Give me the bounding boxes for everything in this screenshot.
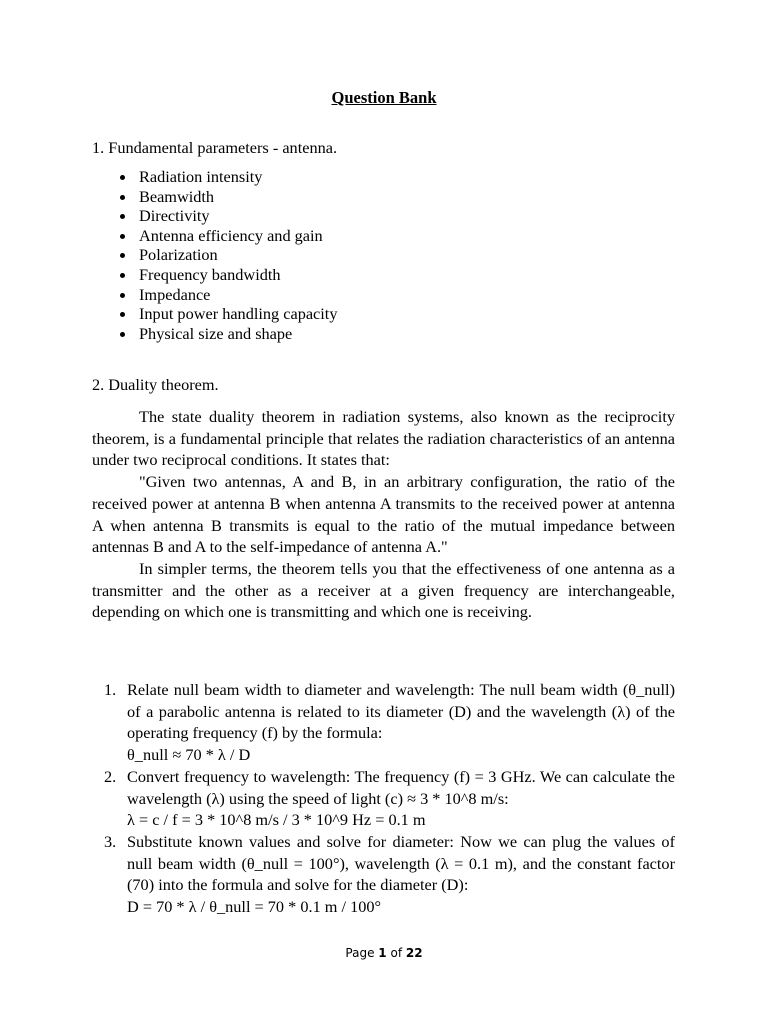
step-text: Substitute known values and solve for diameter: Now we can plug the values of null beam width (θ_null = 100°), wavelength (λ = 0.1 m), and the constant factor (70) into the formula and solve for the diameter (D): — [127, 831, 675, 895]
step-number: 3. — [104, 831, 117, 851]
list-item: Input power handling capacity — [92, 304, 337, 324]
step-number: 1. — [104, 680, 117, 699]
list-item: Impedance — [92, 285, 337, 305]
step-text: Convert frequency to wavelength: The frequency (f) = 3 GHz. We can calculate the wavelength (λ) using the speed of light (c) ≈ 3 * 10^8 m/s: — [127, 766, 675, 808]
list-item: Beamwidth — [92, 187, 337, 207]
page-footer — [0, 946, 768, 960]
paragraph: In simpler terms, the theorem tells you that the effectiveness of one antenna as a transmitter and the other as a receiver at a given frequency are interchangeable, depending on which one is transmitting and which one is receiving. — [92, 558, 675, 622]
step-number: 2. — [104, 766, 117, 786]
parameter-list — [92, 167, 337, 343]
section-2-heading: 2. Duality theorem. — [92, 375, 219, 394]
list-item: Frequency bandwidth — [92, 265, 337, 285]
step-item — [92, 766, 675, 831]
list-item: Physical size and shape — [92, 324, 337, 344]
paragraph: "Given two antennas, A and B, in an arbitrary configuration, the ratio of the received power at antenna B when antenna A transmits to the received power at antenna A when antenna B transmits is equal to the ratio of the mutual impedance between antennas B and A to the self-impedance of antenna A." — [92, 472, 675, 557]
step-formula: θ_null ≈ 70 * λ / D — [127, 745, 251, 765]
page-title: Question Bank — [331, 88, 437, 107]
total-page-count: 22 — [405, 946, 423, 960]
step-text: Relate null beam width to diameter and wavelength: The null beam width (θ_null) of a parabolic antenna is related to its diameter (D) and the wavelength (λ) of the operating frequency (f) by the formula: — [127, 680, 675, 743]
step-formula: D = 70 * λ / θ_null = 70 * 0.1 m / 100° — [127, 897, 382, 917]
paragraph: The state duality theorem in radiation systems, also known as the reciprocity theorem, is a fundamental principle that relates the radiation characteristics of an antenna under two reciprocal conditions. It states that: — [92, 407, 675, 470]
section-1-heading: 1. Fundamental parameters - antenna. — [92, 138, 338, 157]
bullet-icon — [120, 214, 125, 219]
step-formula: λ = c / f = 3 * 10^8 m/s / 3 * 10^9 Hz = 0.1 m — [127, 810, 426, 830]
list-item: Directivity — [92, 206, 337, 226]
current-page-number: 1 — [378, 946, 387, 960]
step-item — [92, 831, 675, 918]
list-item: Radiation intensity — [92, 167, 337, 187]
bullet-icon — [120, 293, 125, 298]
list-item: Antenna efficiency and gain — [92, 226, 337, 246]
bullet-icon — [120, 234, 125, 239]
duality-text — [92, 406, 675, 623]
bullet-icon — [120, 175, 125, 180]
step-item — [92, 679, 675, 766]
solution-steps — [92, 679, 675, 918]
bullet-icon — [120, 312, 125, 317]
bullet-icon — [120, 332, 125, 337]
footer-middle: of — [386, 946, 406, 960]
bullet-icon — [120, 195, 125, 200]
footer-prefix: Page — [345, 946, 379, 960]
list-item: Polarization — [92, 245, 337, 265]
bullet-icon — [120, 253, 125, 258]
bullet-icon — [120, 273, 125, 278]
